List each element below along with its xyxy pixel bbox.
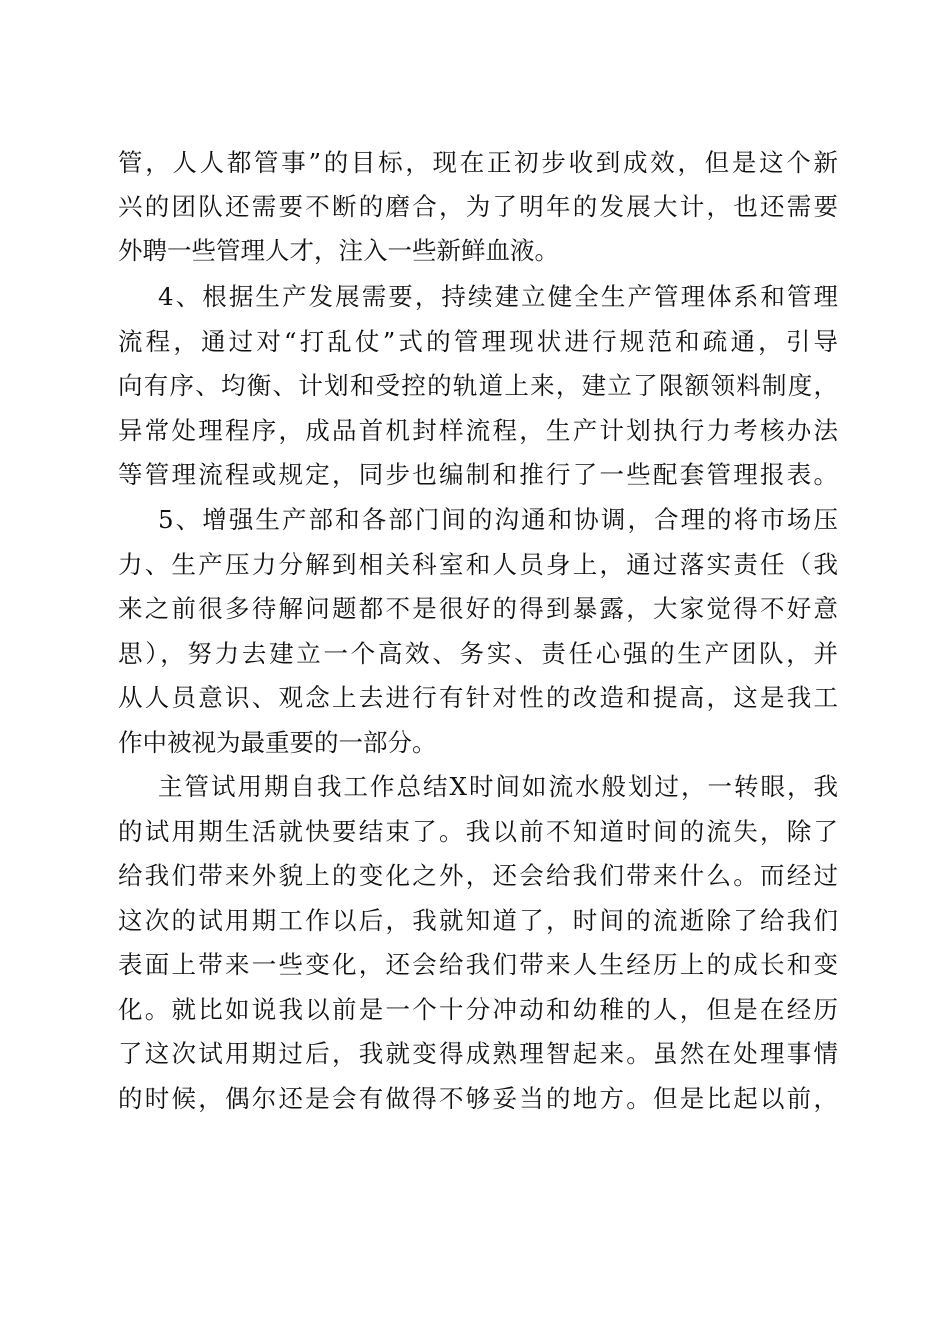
text-line-1: 管，人人都管事”的目标，现在正初步收到成效，但是这个新: [118, 148, 838, 177]
text-line-22: 的时候，偶尔还是会有做得不够妥当的地方。但是比起以前，: [118, 1084, 838, 1113]
text-line-2: 兴的团队还需要不断的磨合，为了明年的发展大计，也还需要: [118, 192, 838, 221]
text-line-10: 力、生产压力分解到相关科室和人员身上，通过落实责任（我: [118, 550, 838, 579]
text-line-13: 从人员意识、观念上去进行有针对性的改造和提高，这是我工: [118, 683, 838, 712]
text-line-7: 异常处理程序，成品首机封样流程，生产计划执行力考核办法: [118, 416, 838, 445]
text-line-19: 表面上带来一些变化，还会给我们带来人生经历上的成长和变: [118, 950, 838, 979]
text-line-14: 作中被视为最重要的一部分。: [118, 728, 437, 757]
text-line-6: 向有序、均衡、计划和受控的轨道上来，建立了限额领料制度，: [118, 371, 838, 400]
text-line-4: 4、根据生产发展需要，持续建立健全生产管理体系和管理: [158, 282, 838, 311]
text-line-8: 等管理流程或规定，同步也编制和推行了一些配套管理报表。: [118, 460, 838, 489]
text-line-15: 主管试用期自我工作总结X时间如流水般划过，一转眼，我: [158, 772, 838, 801]
text-line-12: 思），努力去建立一个高效、务实、责任心强的生产团队，并: [118, 639, 838, 668]
text-line-3: 外聘一些管理人才，注入一些新鲜血液。: [118, 236, 559, 265]
text-line-9: 5、增强生产部和各部门间的沟通和协调，合理的将市场压: [158, 505, 838, 534]
text-line-17: 给我们带来外貌上的变化之外，还会给我们带来什么。而经过: [118, 861, 838, 890]
text-line-16: 的试用期生活就快要结束了。我以前不知道时间的流失，除了: [118, 817, 838, 846]
text-line-5: 流程，通过对“打乱仗”式的管理现状进行规范和疏通，引导: [118, 327, 838, 356]
text-line-21: 了这次试用期过后，我就变得成熟理智起来。虽然在处理事情: [118, 1039, 838, 1068]
text-line-11: 来之前很多待解问题都不是很好的得到暴露，大家觉得不好意: [118, 594, 838, 623]
text-line-20: 化。就比如说我以前是一个十分冲动和幼稚的人，但是在经历: [118, 995, 838, 1024]
text-line-18: 这次的试用期工作以后，我就知道了，时间的流逝除了给我们: [118, 906, 838, 935]
